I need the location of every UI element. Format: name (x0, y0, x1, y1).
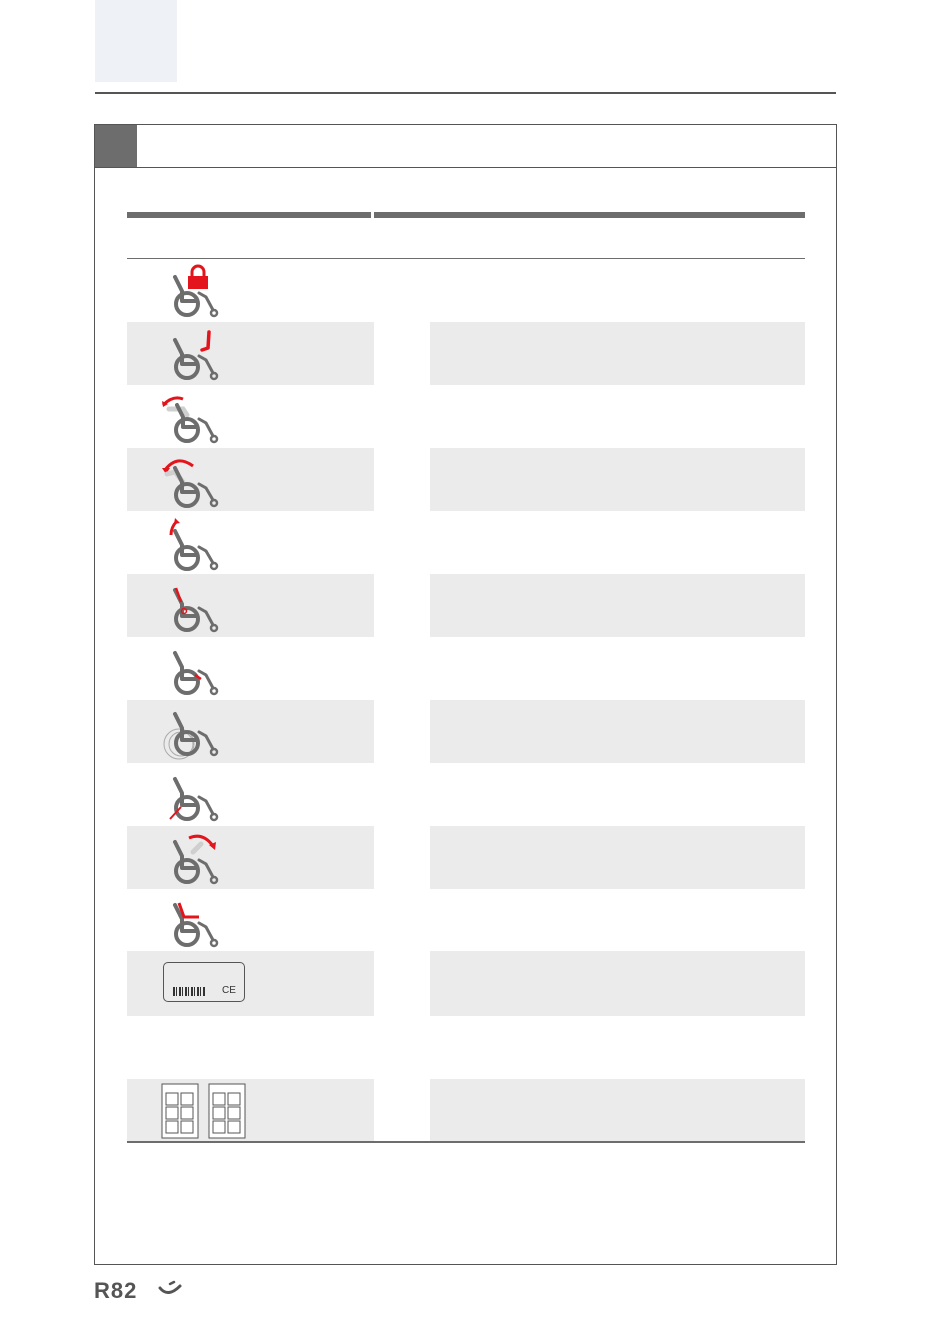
r82-logo (94, 1278, 194, 1304)
manual-pages-icon (161, 1083, 251, 1139)
table-row (127, 889, 805, 951)
wheelchair-anti-tip-icon (159, 767, 223, 823)
table-row (127, 448, 805, 511)
symbol-cell (127, 951, 374, 1016)
description-cell (430, 826, 805, 889)
symbol-cell (127, 448, 374, 511)
table-row (127, 637, 805, 700)
wheelchair-rear-wheel-icon (159, 704, 223, 760)
symbol-cell (127, 700, 374, 763)
table-row (127, 322, 805, 385)
description-cell (430, 637, 805, 700)
symbol-cell (127, 1079, 374, 1141)
section-marker (95, 125, 137, 167)
logo-text: R82 (94, 1278, 138, 1303)
ce-mark: CE (222, 985, 236, 996)
description-cell (430, 511, 805, 574)
wheelchair-push-handle-icon (159, 326, 223, 382)
table-row (127, 1079, 805, 1141)
description-cell (430, 259, 805, 322)
description-cell (430, 322, 805, 385)
description-cell (430, 889, 805, 951)
symbol-cell (127, 511, 374, 574)
symbol-cell (127, 637, 374, 700)
description-cell (430, 951, 805, 1016)
description-cell (430, 385, 805, 448)
table-bottom-rule (127, 1141, 805, 1143)
table-header (127, 218, 805, 258)
wheelchair-armrest-icon (159, 578, 223, 634)
symbol-cell (127, 259, 374, 322)
symbol-cell (127, 574, 374, 637)
symbol-cell (127, 385, 374, 448)
table-row (127, 826, 805, 889)
wheelchair-backrest-angle-icon (159, 452, 223, 508)
header-rule (95, 92, 836, 94)
table-row (127, 574, 805, 637)
product-label-icon (163, 962, 245, 1002)
wheelchair-footrest-icon (159, 893, 223, 949)
table-row (127, 259, 805, 322)
symbol-cell (127, 322, 374, 385)
wheelchair-brake-lock-icon (159, 263, 223, 319)
wheelchair-backrest-fold-icon (159, 389, 223, 445)
table-row (127, 511, 805, 574)
wheelchair-backrest-height-icon (159, 515, 223, 571)
wheelchair-seat-icon (159, 641, 223, 697)
section-header (95, 125, 836, 168)
description-cell (430, 763, 805, 826)
table-row (127, 951, 805, 1016)
symbol-cell (127, 826, 374, 889)
description-cell (430, 1079, 805, 1141)
description-cell (430, 574, 805, 637)
wheelchair-legrest-icon (159, 830, 223, 886)
table-row (127, 763, 805, 826)
symbol-cell (127, 763, 374, 826)
table-row (127, 385, 805, 448)
corner-tab (95, 0, 177, 82)
description-cell (430, 700, 805, 763)
symbol-cell (127, 889, 374, 951)
table-row (127, 700, 805, 763)
description-cell (430, 448, 805, 511)
barcode-icon (173, 987, 205, 996)
